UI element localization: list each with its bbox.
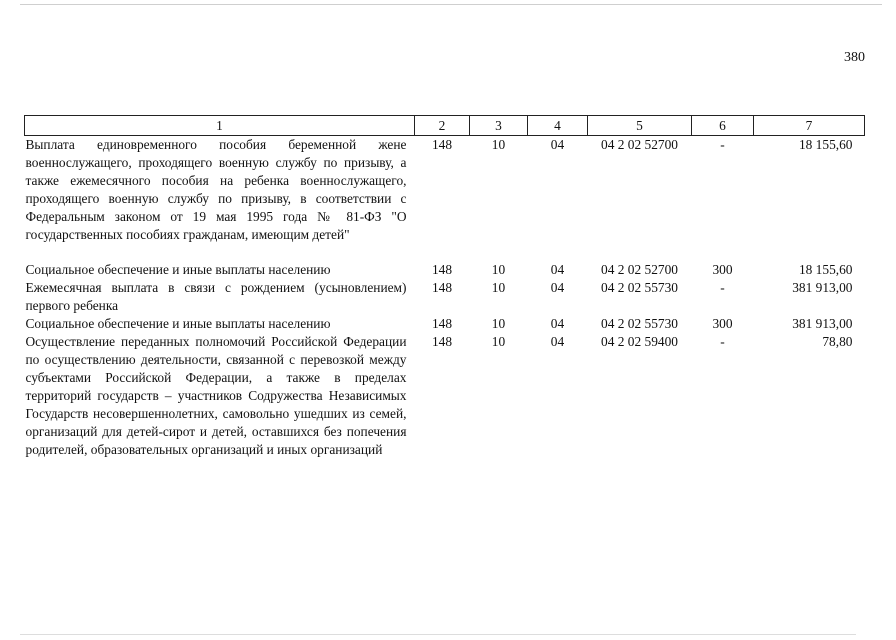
column-header-4: 4: [528, 116, 588, 136]
row-subsection-code: 04: [550, 262, 565, 277]
row-amount: 18 155,60: [798, 137, 853, 152]
row-section-code: 10: [491, 334, 506, 349]
row-expense-type: 300: [712, 316, 733, 331]
row-description: Осуществление переданных полномочий Российской Федерации по осуществлению деятельности, связанной с перевозкой между субъектами Российской Федерации, а также в пределах территорий государств – участников Содружества Независимых Государств несовершеннолетних, самовольно ушедших из семей, организаций для детей-сирот и детей, оставшихся без попечения родителей, образовательных организаций и иных организаций: [25, 334, 407, 457]
page-number: 380: [844, 50, 865, 65]
row-description: Социальное обеспечение и иные выплаты населению: [25, 316, 331, 331]
row-ministry-code: 148: [431, 262, 453, 277]
row-expense-type: -: [720, 334, 725, 349]
column-header-5: 5: [588, 116, 692, 136]
row-target-code: 04 2 02 55730: [601, 316, 678, 331]
row-section-code: 10: [491, 137, 506, 152]
row-section-code: 10: [491, 262, 506, 277]
row-target-code: 04 2 02 55730: [601, 280, 678, 295]
row-ministry-code: 148: [431, 316, 453, 331]
column-number-row: [25, 116, 865, 136]
column-header-1: 1: [25, 116, 415, 136]
row-target-code: 04 2 02 52700: [601, 262, 678, 277]
column-header-6: 6: [692, 116, 754, 136]
table-row: [25, 279, 865, 315]
column-header-2: 2: [415, 116, 470, 136]
column-header-7: 7: [754, 116, 865, 136]
row-section-code: 10: [491, 316, 506, 331]
table-row: [25, 136, 865, 262]
table-row: [25, 261, 865, 279]
row-target-code: 04 2 02 52700: [601, 137, 678, 152]
row-subsection-code: 04: [550, 280, 565, 295]
row-amount: 78,80: [822, 334, 853, 349]
row-target-code: 04 2 02 59400: [601, 334, 678, 349]
row-subsection-code: 04: [550, 316, 565, 331]
row-expense-type: 300: [712, 262, 733, 277]
row-ministry-code: 148: [431, 334, 453, 349]
budget-table-container: [24, 115, 864, 459]
row-section-code: 10: [491, 280, 506, 295]
row-description: Ежемесячная выплата в связи с рождением (усыновлением) первого ребенка: [25, 280, 407, 313]
budget-table: [24, 115, 865, 459]
row-description: Социальное обеспечение и иные выплаты населению: [25, 262, 331, 277]
row-amount: 381 913,00: [792, 280, 853, 295]
row-amount: 18 155,60: [798, 262, 853, 277]
row-ministry-code: 148: [431, 137, 453, 152]
row-subsection-code: 04: [550, 334, 565, 349]
row-subsection-code: 04: [550, 137, 565, 152]
row-expense-type: -: [720, 137, 725, 152]
table-row: [25, 333, 865, 459]
row-ministry-code: 148: [431, 280, 453, 295]
row-description: Выплата единовременного пособия беременной жене военнослужащего, проходящего военную службу по призыву, а также ежемесячного пособия на ребенка военнослужащего, проходящего военную службу по призыву, в соответствии с Федеральным законом от 19 мая 1995 года № 81-ФЗ "О государственных пособиях гражданам, имеющим детей": [25, 137, 407, 242]
row-amount: 381 913,00: [792, 316, 853, 331]
bottom-edge-rule: [20, 634, 856, 635]
column-header-3: 3: [470, 116, 528, 136]
top-edge-rule: [20, 4, 882, 5]
table-row: [25, 315, 865, 333]
row-expense-type: -: [720, 280, 725, 295]
